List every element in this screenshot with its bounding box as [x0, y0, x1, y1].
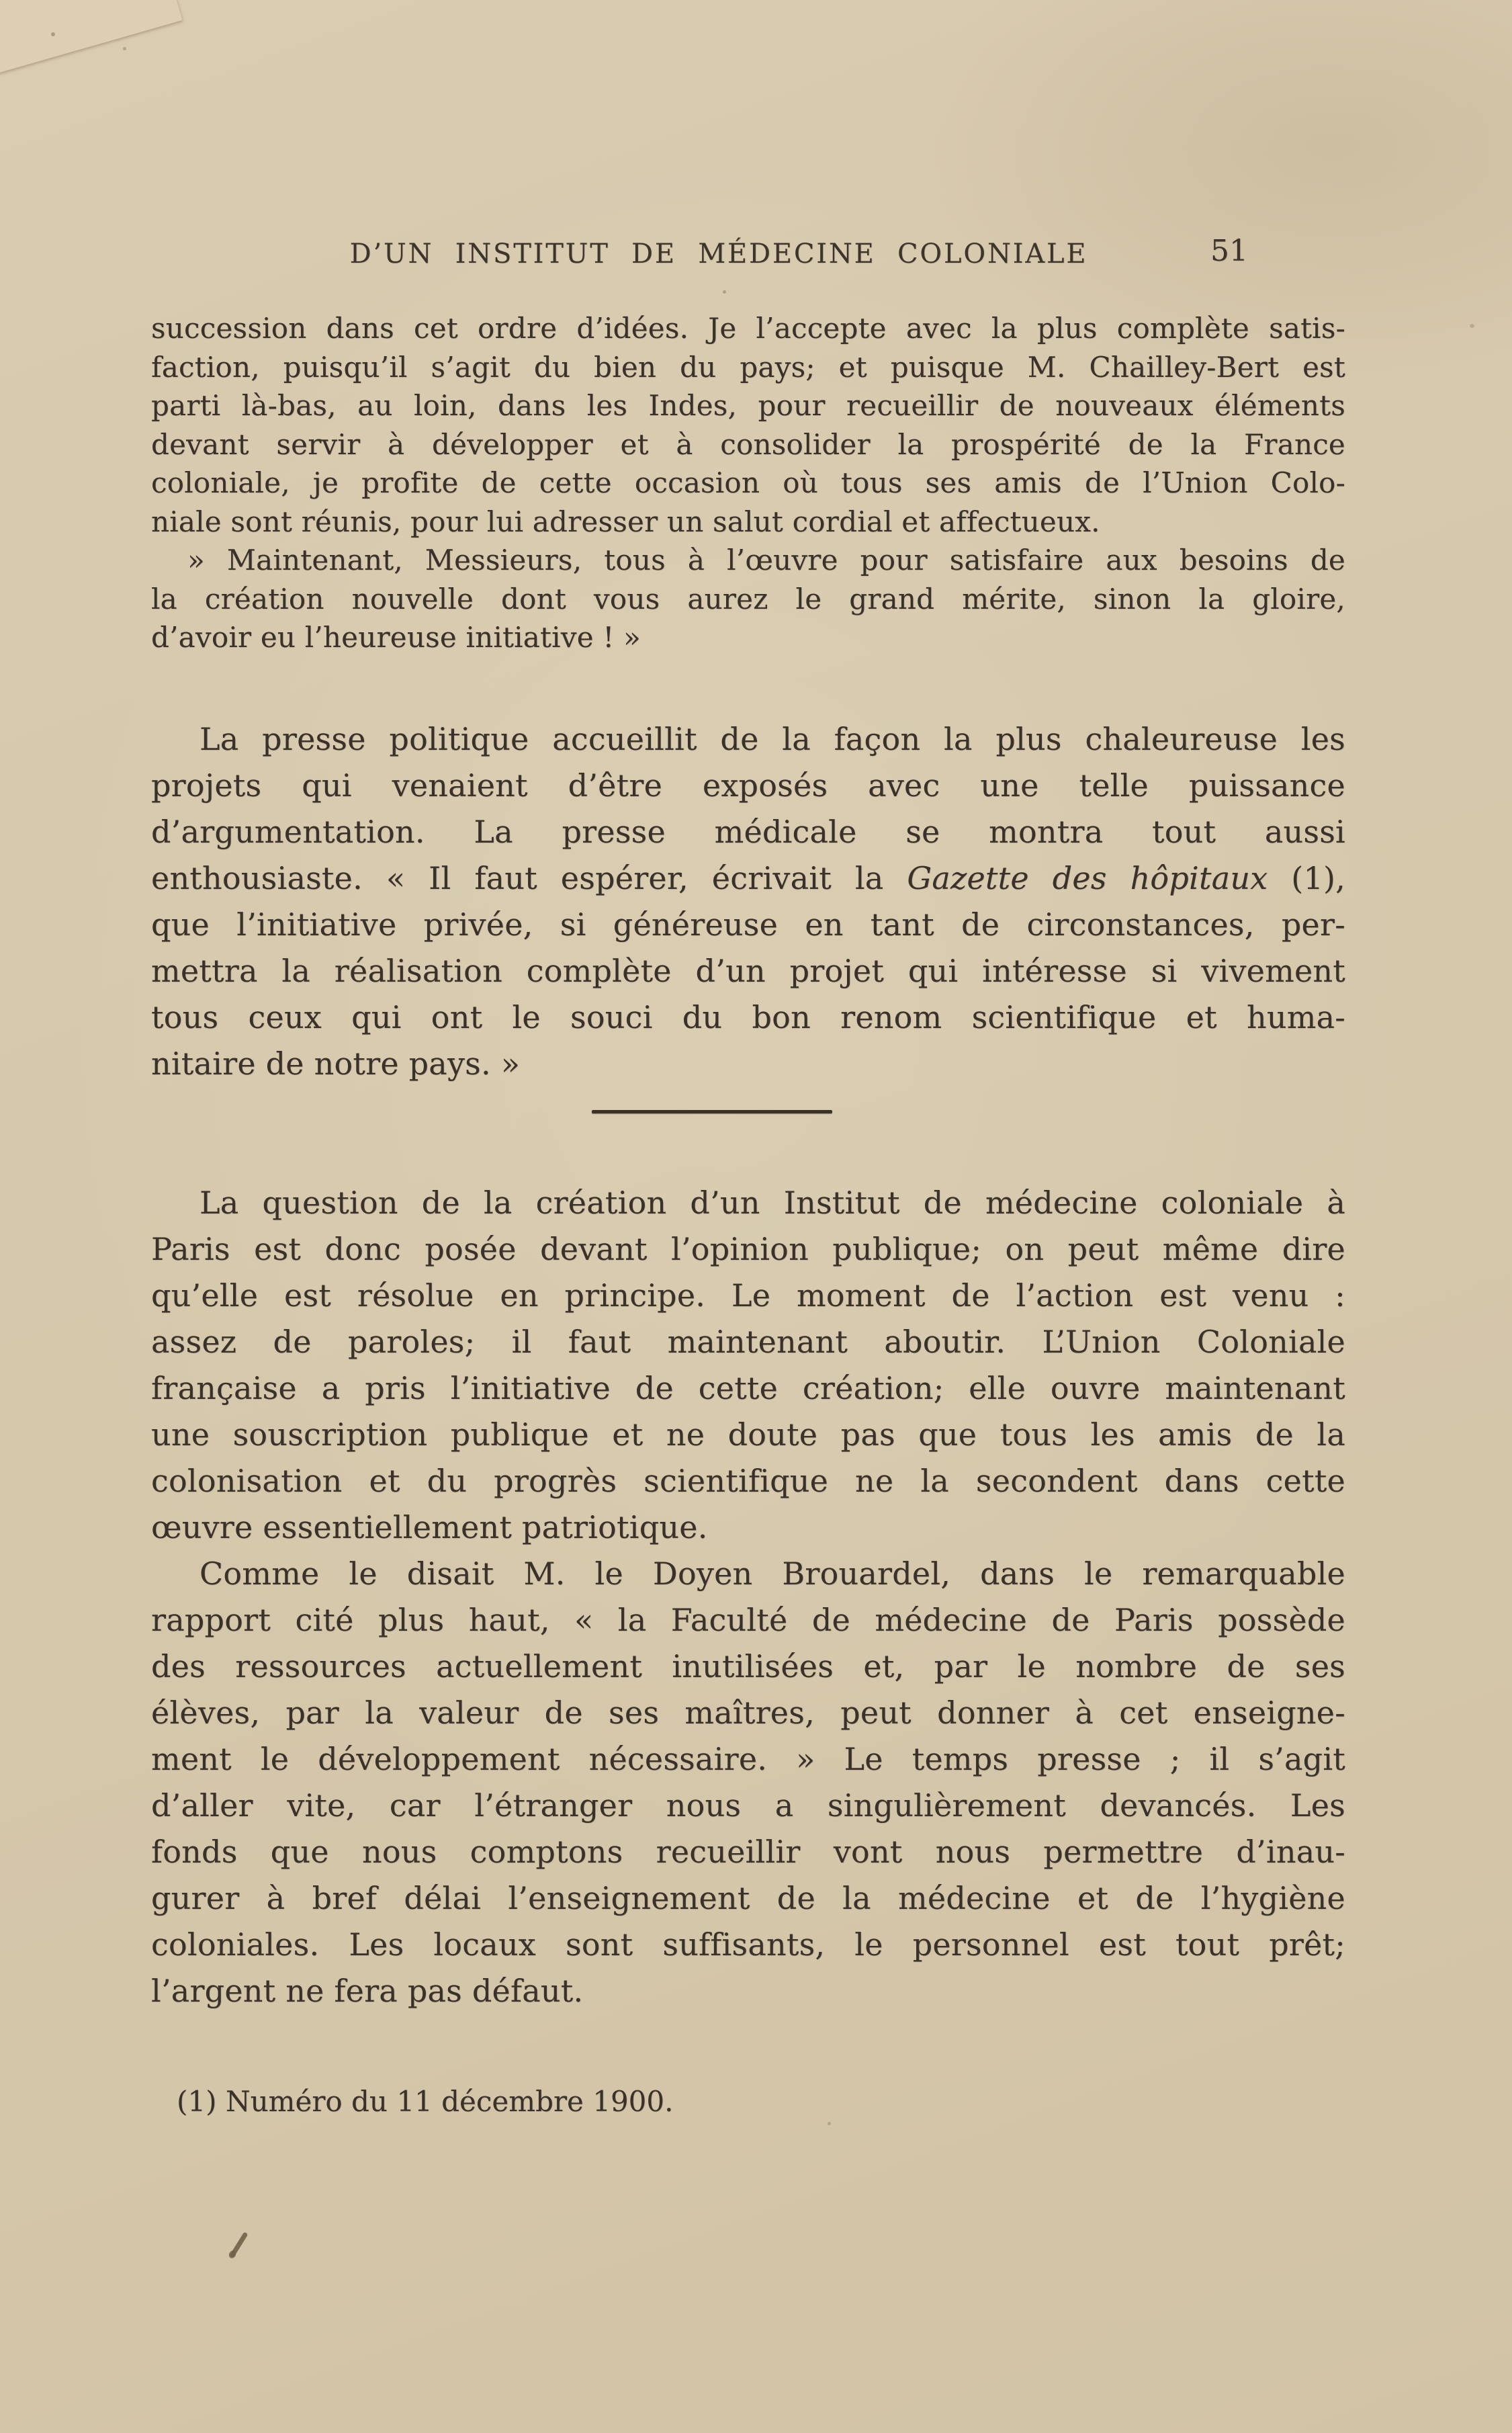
- section-divider-rule: [592, 1110, 832, 1113]
- text-line: d’argumentation. La presse médicale se montra tout aussi: [151, 814, 1345, 850]
- text-line: parti là-bas, au loin, dans les Indes, pour recueillir de nouveaux éléments: [151, 389, 1345, 422]
- paper-speck: [828, 2122, 831, 2125]
- text-line: coloniale, je profite de cette occasion où tous ses amis de l’Union Colo-: [151, 466, 1345, 499]
- text-line: d’avoir eu l’heureuse initiative ! »: [151, 621, 641, 654]
- paper-speck: [723, 290, 726, 294]
- text-block-quote-continuation: [151, 309, 1345, 657]
- text-line: que l’initiative privée, si généreuse en tant de circonstances, per-: [151, 906, 1345, 943]
- text-line: élèves, par la valeur de ses maîtres, peut donner à cet enseigne-: [151, 1695, 1345, 1731]
- footnote: (1) Numéro du 11 décembre 1900.: [177, 2085, 674, 2118]
- text-line: niale sont réunis, pour lui adresser un salut cordial et affectueux.: [151, 505, 1100, 538]
- text-block-press-paragraph: [151, 716, 1345, 1087]
- paragraph: [151, 1551, 1345, 2014]
- text-line: d’aller vite, car l’étranger nous a singulièrement devancés. Les: [151, 1787, 1345, 1824]
- text-line: La question de la création d’un Institut de médecine coloniale à: [199, 1185, 1345, 1221]
- text-line: colonisation et du progrès scientifique ne la secondent dans cette: [151, 1463, 1345, 1499]
- text-line: succession dans cet ordre d’idées. Je l’accepte avec la plus complète satis-: [151, 312, 1345, 345]
- text-line: fonds que nous comptons recueillir vont nous permettre d’inau-: [151, 1834, 1345, 1870]
- paper-speck: [123, 47, 126, 50]
- text-line: la création nouvelle dont vous aurez le grand mérite, sinon la gloire,: [151, 582, 1345, 615]
- text-line: ment le développement nécessaire. » Le temps presse ; il s’agit: [151, 1741, 1345, 1777]
- text-line: tous ceux qui ont le souci du bon renom scientifique et huma-: [151, 999, 1345, 1035]
- text-line: coloniales. Les locaux sont suffisants, le personnel est tout prêt;: [151, 1926, 1345, 1963]
- paragraph: [151, 716, 1345, 1087]
- text-line: Paris est donc posée devant l’opinion publique; on peut même dire: [151, 1231, 1345, 1267]
- text-line: La presse politique accueillit de la façon la plus chaleureuse les: [199, 721, 1345, 757]
- paper-speck: [51, 32, 55, 36]
- paragraph: [151, 1180, 1345, 1551]
- text-line: œuvre essentiellement patriotique.: [151, 1509, 708, 1545]
- running-header: D’UN INSTITUT DE MÉDECINE COLONIALE: [349, 239, 1088, 269]
- text-line: faction, puisqu’il s’agit du bien du pays; et puisque M. Chailley-Bert est: [151, 350, 1345, 384]
- text-line: une souscription publique et ne doute pas que tous les amis de la: [151, 1416, 1345, 1453]
- text-line: des ressources actuellement inutilisées et, par le nombre de ses: [151, 1648, 1345, 1684]
- text-line: assez de paroles; il faut maintenant aboutir. L’Union Coloniale: [151, 1324, 1345, 1360]
- text-line: enthousiaste. « Il faut espérer, écrivait la Gazette des hôpitaux (1),: [151, 860, 1345, 896]
- text-line: l’argent ne fera pas défaut.: [151, 1973, 584, 2009]
- text-line: gurer à bref délai l’enseignement de la médecine et de l’hygiène: [151, 1880, 1345, 1916]
- page-number: 51: [1210, 234, 1248, 268]
- paper-speck: [1470, 324, 1474, 328]
- text-line: mettra la réalisation complète d’un projet qui intéresse si vivement: [151, 953, 1345, 989]
- text-line: Comme le disait M. le Doyen Brouardel, dans le remarquable: [199, 1555, 1345, 1592]
- text-block-conclusion: [151, 1180, 1345, 2014]
- paragraph: [151, 309, 1345, 541]
- text-line: rapport cité plus haut, « la Faculté de médecine de Paris possède: [151, 1602, 1345, 1638]
- ink-mark: [229, 2231, 248, 2258]
- text-line: devant servir à développer et à consolider la prospérité de la France: [151, 427, 1345, 461]
- text-line: nitaire de notre pays. »: [151, 1045, 521, 1082]
- text-line: projets qui venaient d’être exposés avec une telle puissance: [151, 767, 1345, 804]
- text-line: » Maintenant, Messieurs, tous à l’œuvre pour satisfaire aux besoins de: [187, 544, 1345, 577]
- page-corner-shade: [0, 0, 183, 81]
- text-line: française a pris l’initiative de cette création; elle ouvre maintenant: [151, 1370, 1345, 1406]
- paragraph: [151, 541, 1345, 657]
- text-line: qu’elle est résolue en principe. Le moment de l’action est venu :: [151, 1277, 1345, 1314]
